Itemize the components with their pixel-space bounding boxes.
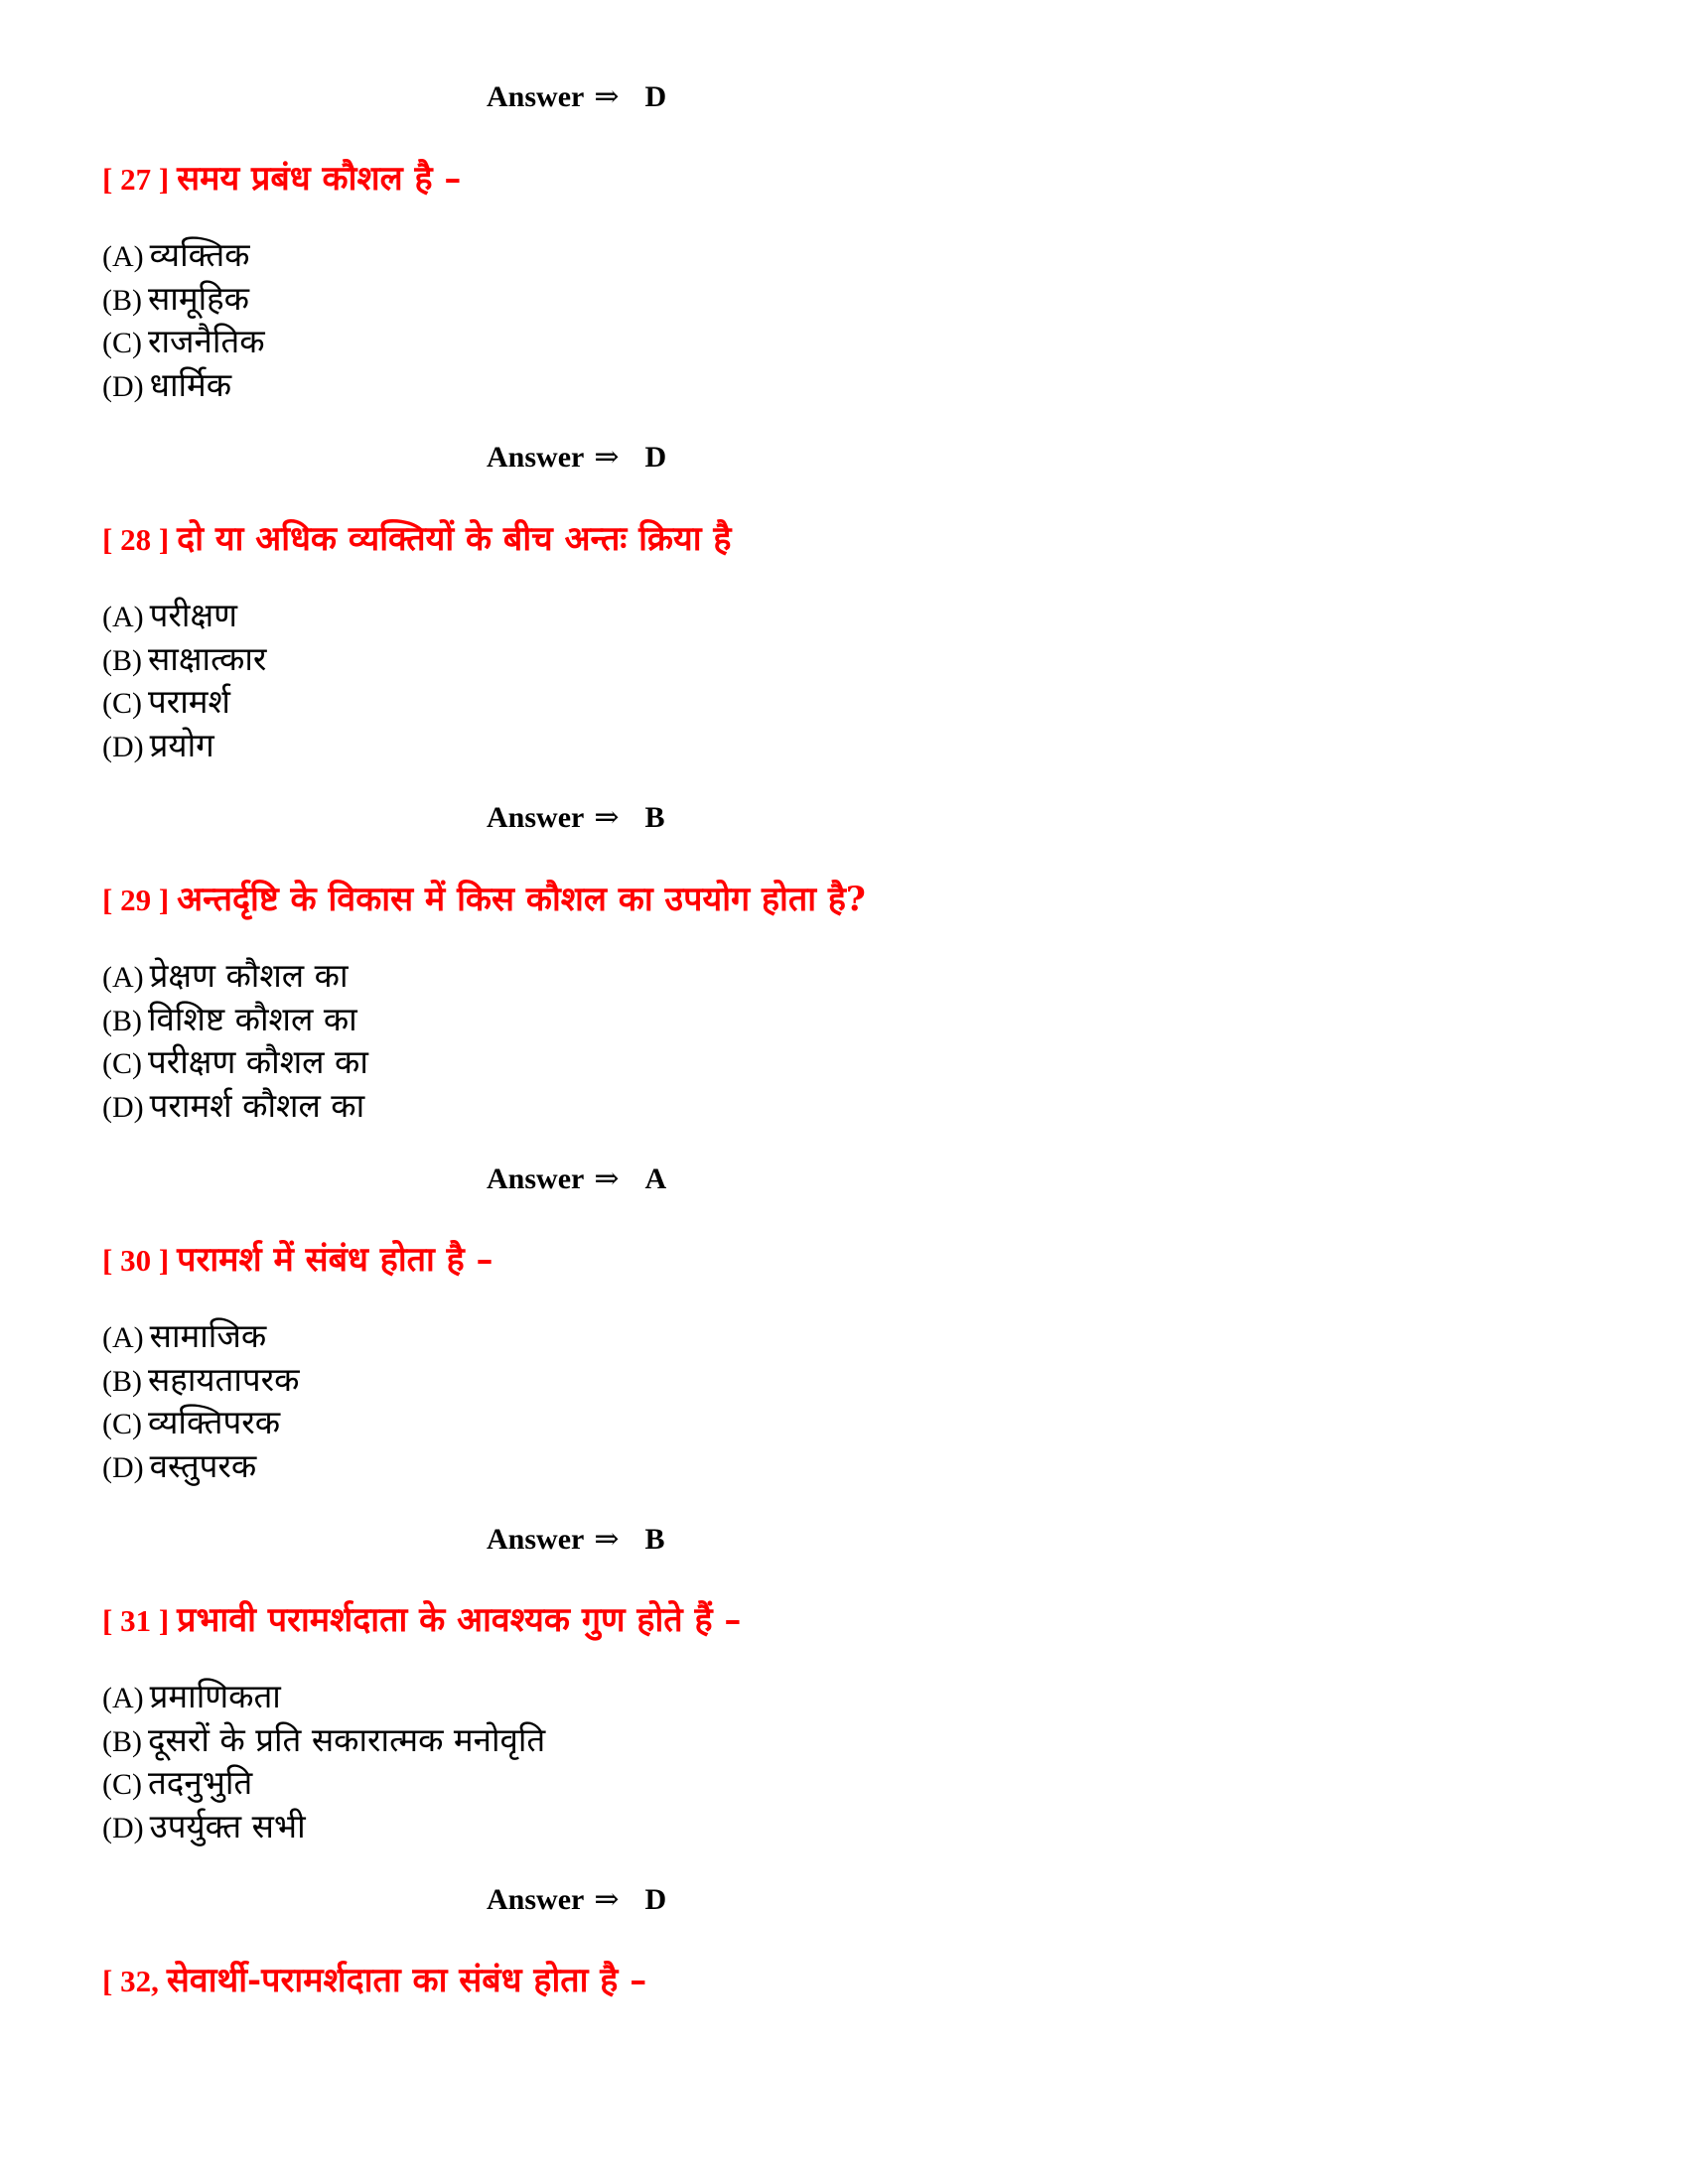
answer-label: Answer: [487, 1523, 585, 1556]
option-text: परामर्श कौशल का: [149, 1085, 365, 1125]
question-number: [ 31 ]: [102, 1603, 170, 1638]
option-label: (B): [102, 643, 142, 677]
question-text: समय प्रबंध कौशल है –: [177, 159, 462, 199]
option-text: धार्मिक: [149, 364, 232, 404]
option-text: सामूहिक: [148, 278, 250, 318]
option-label: (B): [102, 1364, 142, 1398]
option-item: [102, 1761, 545, 1805]
option-item: [102, 1401, 299, 1444]
option-label: (C): [102, 327, 142, 359]
answer-arrow: ⇒: [594, 441, 620, 474]
option-text: विशिष्ट कौशल का: [148, 999, 357, 1038]
option-list: [102, 1675, 545, 1847]
answer-arrow: ⇒: [594, 1162, 620, 1195]
option-list: [102, 954, 368, 1127]
option-item: [102, 594, 266, 637]
question-heading: [102, 1956, 646, 2005]
option-label: (B): [102, 1724, 142, 1758]
question-heading: [102, 514, 731, 564]
answer-letter: D: [644, 80, 667, 113]
option-label: (C): [102, 1768, 142, 1801]
option-text: वस्तुपरक: [149, 1445, 257, 1485]
option-item: [102, 363, 265, 407]
option-text: परीक्षण कौशल का: [148, 1042, 368, 1081]
option-item: [102, 637, 266, 681]
answer-letter: B: [644, 801, 665, 834]
option-text: उपर्युक्त सभी: [149, 1806, 306, 1845]
option-item: [102, 1084, 368, 1128]
answer-label: Answer: [487, 1883, 585, 1916]
option-label: (A): [102, 1321, 144, 1354]
answer-line: [487, 77, 666, 117]
option-text: राजनैतिक: [148, 322, 265, 360]
option-item: [102, 1675, 545, 1718]
answer-letter: B: [644, 1523, 665, 1556]
option-item: [102, 724, 266, 767]
question-text: परामर्श में संबंध होता है –: [177, 1240, 493, 1280]
question-number: [ 30 ]: [102, 1243, 170, 1278]
option-label: (D): [102, 1450, 144, 1484]
option-list: [102, 233, 265, 406]
option-item: [102, 320, 265, 363]
option-text: परामर्श: [148, 682, 230, 721]
option-label: (D): [102, 1811, 144, 1844]
option-item: [102, 1718, 545, 1762]
question-number: [ 28 ]: [102, 522, 170, 557]
option-item: [102, 1444, 299, 1488]
option-item: [102, 1358, 299, 1402]
option-label: (D): [102, 1090, 144, 1124]
option-label: (D): [102, 369, 144, 403]
answer-letter: D: [644, 441, 667, 474]
answer-label: Answer: [487, 80, 585, 113]
answer-label: Answer: [487, 441, 585, 474]
answer-line: [487, 1880, 666, 1920]
option-item: [102, 680, 266, 724]
question-number: [ 27 ]: [102, 162, 170, 197]
answer-label: Answer: [487, 1162, 585, 1195]
question-number: [ 32,: [102, 1964, 159, 1998]
question-heading: [102, 875, 866, 924]
option-text: प्रयोग: [149, 725, 214, 764]
question-heading: [102, 1235, 493, 1285]
question-text: अन्तर्दृष्टि के विकास में किस कौशल का उपयोग होता है?: [177, 880, 866, 919]
option-list: [102, 594, 266, 766]
question-text: दो या अधिक व्यक्तियों के बीच अन्तः क्रिया है: [177, 519, 732, 559]
option-item: [102, 998, 368, 1041]
answer-line: [487, 1160, 666, 1199]
option-text: परीक्षण: [149, 596, 237, 634]
option-text: दूसरों के प्रति सकारात्मक मनोवृति: [148, 1719, 546, 1759]
answer-letter: D: [644, 1883, 667, 1916]
answer-line: [487, 798, 664, 838]
option-label: (A): [102, 961, 144, 994]
option-text: व्यक्तिपरक: [148, 1403, 281, 1441]
option-label: (C): [102, 1408, 142, 1440]
option-item: [102, 1314, 299, 1358]
option-label: (A): [102, 601, 144, 633]
option-label: (A): [102, 240, 144, 273]
option-text: साक्षात्कार: [148, 638, 267, 678]
answer-arrow: ⇒: [594, 801, 620, 834]
answer-line: [487, 438, 666, 478]
option-text: प्रमाणिकता: [149, 1677, 281, 1715]
option-label: (D): [102, 730, 144, 763]
option-text: सामाजिक: [149, 1316, 267, 1355]
option-label: (B): [102, 1004, 142, 1037]
option-list: [102, 1314, 299, 1487]
option-label: (A): [102, 1682, 144, 1714]
question-text: सेवार्थी-परामर्शदाता का संबंध होता है –: [166, 1961, 647, 2000]
question-text: प्रभावी परामर्शदाता के आवश्यक गुण होते हैं –: [177, 1600, 742, 1640]
answer-arrow: ⇒: [594, 80, 620, 113]
option-item: [102, 277, 265, 321]
answer-label: Answer: [487, 801, 585, 834]
option-text: प्रेक्षण कौशल का: [149, 956, 349, 995]
answer-letter: A: [644, 1162, 667, 1195]
option-label: (B): [102, 283, 142, 317]
answer-arrow: ⇒: [594, 1523, 620, 1556]
question-heading: [102, 154, 461, 204]
option-text: तदनुभुति: [148, 1763, 253, 1802]
option-item: [102, 233, 265, 277]
answer-line: [487, 1520, 664, 1560]
option-label: (C): [102, 1047, 142, 1080]
option-item: [102, 1040, 368, 1084]
question-heading: [102, 1595, 741, 1645]
answer-arrow: ⇒: [594, 1883, 620, 1916]
option-item: [102, 1805, 545, 1848]
option-text: व्यक्तिक: [149, 235, 250, 274]
option-label: (C): [102, 687, 142, 720]
option-text: सहायतापरक: [148, 1359, 300, 1399]
question-number: [ 29 ]: [102, 883, 170, 917]
option-item: [102, 954, 368, 998]
